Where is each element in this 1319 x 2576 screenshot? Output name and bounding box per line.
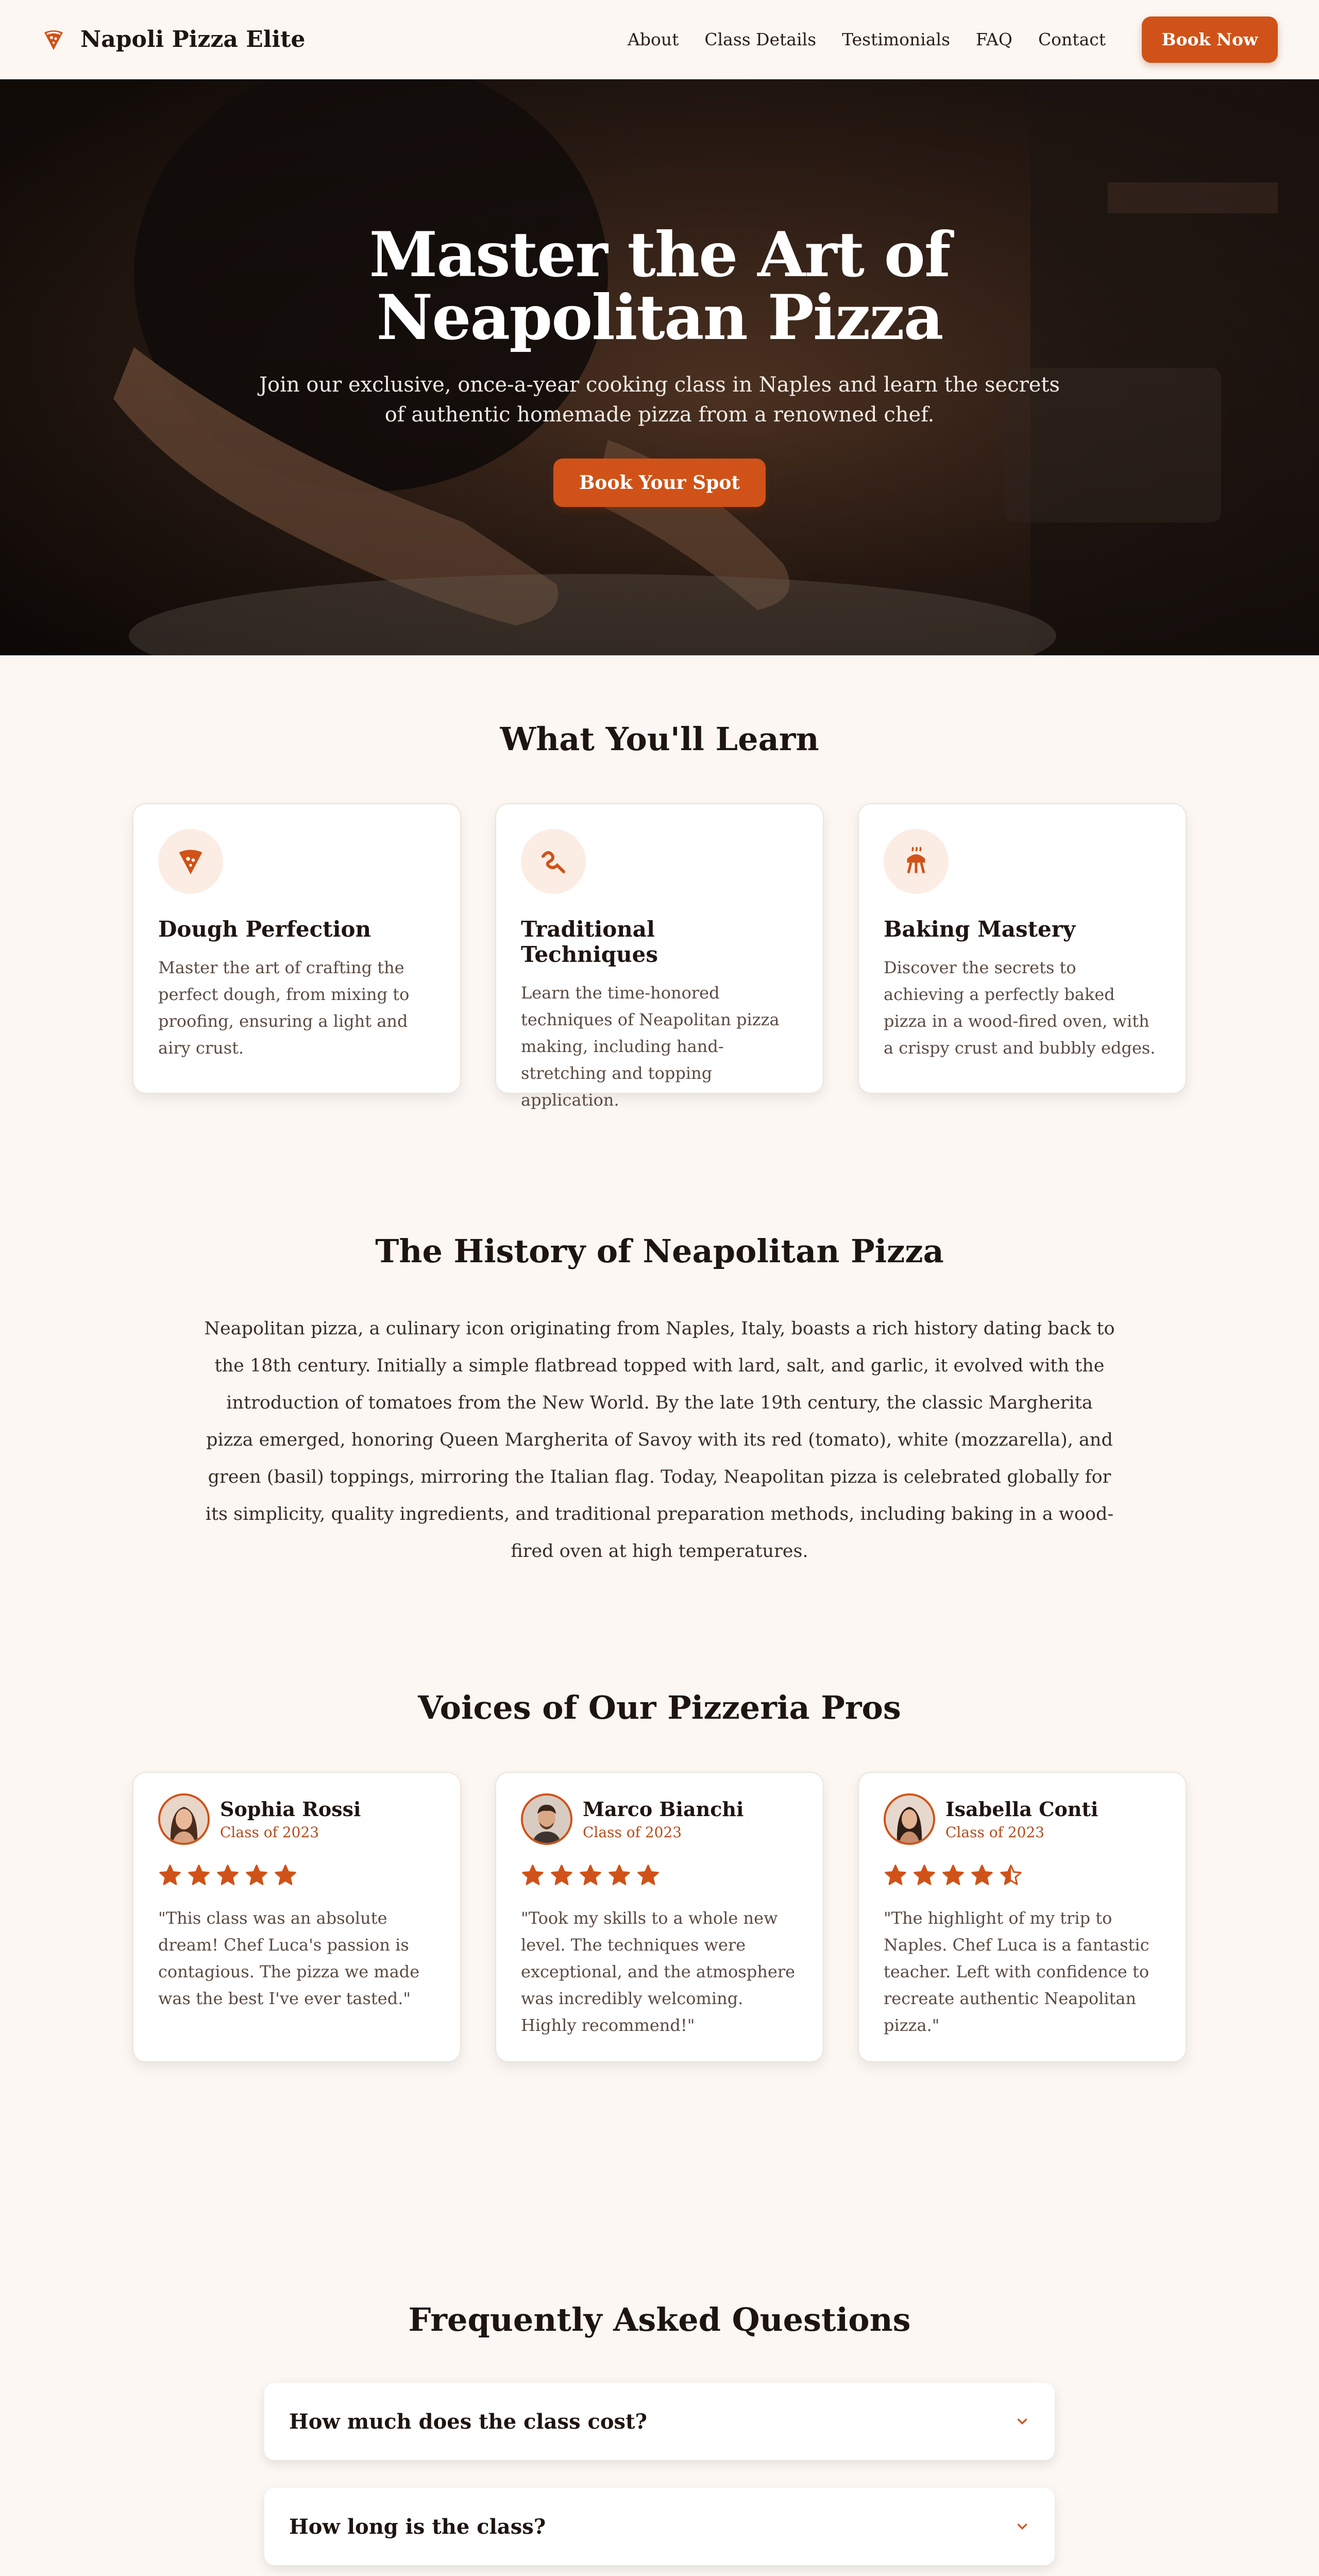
main-nav [628,16,1278,63]
avatar [884,1793,935,1845]
testimonial-person [158,1793,435,1845]
faq-section [0,2232,1319,2576]
star-full-icon [158,1863,182,1887]
learn-card [858,803,1187,1094]
hero-section [0,79,1319,655]
nav-contact[interactable]: Contact [1038,29,1106,49]
testimonial-card [495,1772,824,2062]
testimonial-cards [0,1772,1319,2062]
learn-card-title: Traditional Techniques [521,917,658,967]
learn-card-title: Baking Mastery [884,917,1076,942]
star-full-icon [884,1863,907,1887]
learn-title: What You'll Learn [500,720,819,758]
testimonial-person [884,1793,1161,1845]
brand-name: Napoli Pizza Elite [80,26,306,53]
avatar [521,1793,572,1845]
history-title: The History of Neapolitan Pizza [375,1232,944,1270]
faq-question: How much does the class cost? [289,2409,647,2434]
rating-stars [884,1863,1161,1887]
hero-title-line2: Neapolitan Pizza [376,281,943,354]
testimonial-class: Class of 2023 [583,1824,682,1841]
book-your-spot-button[interactable]: Book Your Spot [553,459,766,507]
pizza-slice-icon [158,829,223,894]
star-full-icon [521,1863,545,1887]
learn-card [495,803,824,1110]
testimonial-quote: "This class was an absolute dream! Chef Luca's passion is contagious. The pizza we made was the best I've ever tasted." [158,1908,420,2008]
star-full-icon [636,1863,660,1887]
chevron-down-icon [1014,2519,1030,2534]
testimonial-quote: "Took my skills to a whole new level. The techniques were exceptional, and the atmosphere was incredibly welcoming. Highly recommend!" [521,1908,796,2035]
testimonials-title: Voices of Our Pizzeria Pros [418,1689,901,1726]
star-full-icon [941,1863,965,1887]
hero-title [0,218,1319,354]
testimonials-section [0,1624,1319,2232]
history-text: Neapolitan pizza, a culinary icon originating from Naples, Italy, boasts a rich history dating back to the 18th century. Initially a simple flatbread topped with lard, salt, and garlic, it evolved with the introduction of tomatoes from the New World. By the late 19th century, the classic Margherita pizza emerged, honoring Queen Margherita of Savoy with its red (tomato), white (mozzarella), and green (basil) toppings, mirroring the Italian flag. Today, Neapolitan pizza is celebrated globally for its simplicity, quality ingredients, and traditional preparation methods, including baking in a wood-fired oven at high temperatures. [204,1318,1115,1562]
testimonial-name: Isabella Conti [945,1798,1098,1821]
nav-faq[interactable]: FAQ [976,29,1012,49]
site-header [0,0,1319,79]
faq-item[interactable] [264,2383,1055,2460]
hero-subtitle: Join our exclusive, once-a-year cooking class in Naples and learn the secrets of authentic homemade pizza from a renowned chef. [259,373,1060,427]
star-full-icon [245,1863,268,1887]
chevron-down-icon [1014,2414,1030,2429]
testimonial-card [858,1772,1187,2062]
learn-card-text: Master the art of crafting the perfect dough, from mixing to proofing, ensuring a light and airy crust. [158,958,410,1058]
hero-content [0,218,1319,507]
testimonial-card [132,1772,461,2062]
faq-list [264,2383,1055,2576]
avatar [158,1793,210,1845]
nav-testimonials[interactable]: Testimonials [842,29,951,49]
whisk-icon [521,829,586,894]
rating-stars [521,1863,798,1887]
learn-section [0,655,1319,1165]
learn-cards [0,803,1319,1110]
star-full-icon [216,1863,240,1887]
testimonial-name: Marco Bianchi [583,1798,744,1821]
logo[interactable] [41,26,305,53]
testimonial-quote: "The highlight of my trip to Naples. Chef Luca is a fantastic teacher. Left with confidence to recreate authentic Neapolitan pizza." [884,1908,1149,2035]
star-full-icon [550,1863,573,1887]
learn-card-text: Discover the secrets to achieving a perfectly baked pizza in a wood-fired oven, with a crispy crust and bubbly edges. [884,958,1156,1058]
faq-title: Frequently Asked Questions [408,2301,911,2338]
testimonial-name: Sophia Rossi [220,1798,361,1821]
rating-stars [158,1863,435,1887]
testimonial-class: Class of 2023 [220,1824,319,1841]
star-full-icon [970,1863,994,1887]
faq-question: How long is the class? [289,2514,546,2539]
star-full-icon [912,1863,936,1887]
star-half-icon [999,1863,1023,1887]
oven-icon [884,829,949,894]
learn-card-text: Learn the time-honored techniques of Neapolitan pizza making, including hand-stretching and topping application. [521,983,780,1110]
nav-about[interactable]: About [628,29,679,49]
testimonial-person [521,1793,798,1845]
learn-card [132,803,461,1094]
star-full-icon [579,1863,602,1887]
star-full-icon [187,1863,211,1887]
learn-card-title: Dough Perfection [158,917,371,942]
faq-item[interactable] [264,2488,1055,2565]
nav-class-details[interactable]: Class Details [704,29,817,49]
star-full-icon [274,1863,297,1887]
book-now-button[interactable]: Book Now [1142,16,1278,63]
history-section [0,1165,1319,1624]
testimonial-class: Class of 2023 [945,1824,1045,1841]
pizza-logo-icon [41,27,66,52]
hero-title-line1: Master the Art of [369,218,950,291]
star-full-icon [607,1863,631,1887]
